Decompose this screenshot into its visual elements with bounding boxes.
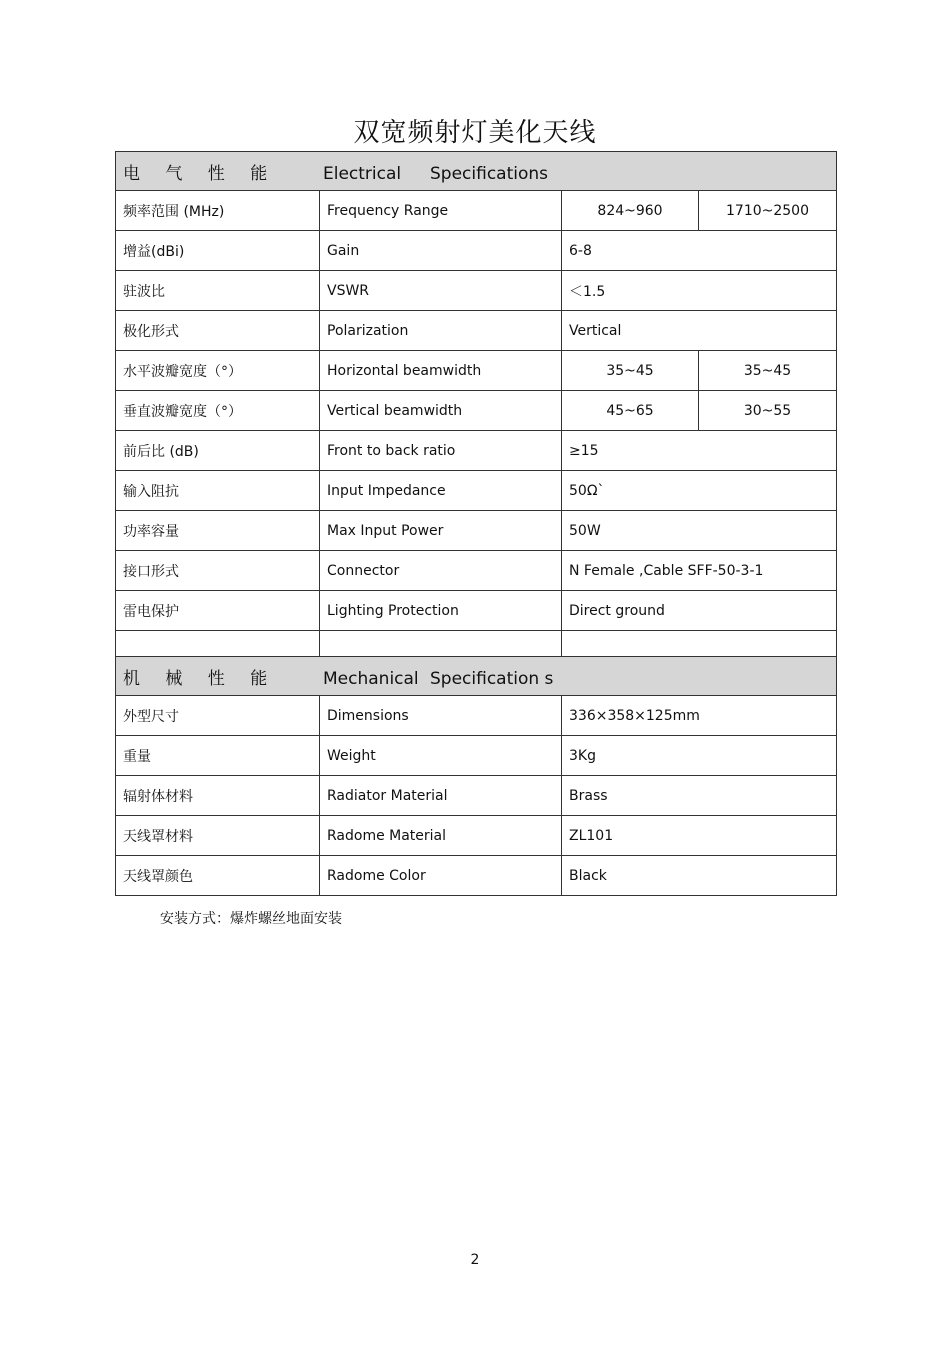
electrical-section-header (116, 152, 837, 191)
table-row-vertical-beamwidth (116, 391, 837, 431)
table-row-blank (116, 631, 837, 657)
param-cn: 驻波比 (116, 271, 320, 311)
param-cn: 功率容量 (116, 511, 320, 551)
param-en: Gain (320, 231, 562, 271)
param-value: Direct ground (562, 591, 837, 631)
param-en: Connector (320, 551, 562, 591)
section-title-cn: 电 气 性 能 (123, 163, 278, 184)
param-en: Polarization (320, 311, 562, 351)
installation-note: 安装方式：爆炸螺丝地面安装 (160, 911, 342, 927)
param-cn: 前后比 (dB) (116, 431, 320, 471)
param-cn: 极化形式 (116, 311, 320, 351)
param-value: 824~960 (562, 191, 699, 231)
section-title-en: Electrical (323, 163, 402, 184)
table-row-horizontal-beamwidth (116, 351, 837, 391)
table-row-polarization (116, 311, 837, 351)
param-value: 30~55 (699, 391, 837, 431)
table-row-connector (116, 551, 837, 591)
param-cn: 天线罩材料 (116, 816, 320, 856)
param-cn: 重量 (116, 736, 320, 776)
param-value: 6-8 (562, 231, 837, 271)
table-row-radome-color (116, 856, 837, 896)
param-en: Frequency Range (320, 191, 562, 231)
param-value: 50Ω` (562, 471, 837, 511)
param-value: ZL101 (562, 816, 837, 856)
table-row-power (116, 511, 837, 551)
table-row-front-to-back (116, 431, 837, 471)
table-row-weight (116, 736, 837, 776)
param-en: Max Input Power (320, 511, 562, 551)
param-value: Vertical (562, 311, 837, 351)
param-cn: 外型尺寸 (116, 696, 320, 736)
param-value: 1710~2500 (699, 191, 837, 231)
section-title-en: Mechanical (323, 668, 419, 689)
param-value: 35~45 (699, 351, 837, 391)
param-value: 45~65 (562, 391, 699, 431)
param-value: N Female ,Cable SFF-50-3-1 (562, 551, 837, 591)
param-en: Front to back ratio (320, 431, 562, 471)
param-en: Horizontal beamwidth (320, 351, 562, 391)
mechanical-section-header (116, 657, 837, 696)
param-en: Input Impedance (320, 471, 562, 511)
section-title-en: Specifications (430, 163, 549, 184)
table-row-radome-material (116, 816, 837, 856)
param-cn: 增益(dBi) (116, 231, 320, 271)
table-row-gain (116, 231, 837, 271)
param-value: 35~45 (562, 351, 699, 391)
page-number: 2 (470, 1252, 480, 1268)
param-value: 336×358×125mm (562, 696, 837, 736)
table-row-lightning (116, 591, 837, 631)
table-row-vswr (116, 271, 837, 311)
param-value: 3Kg (562, 736, 837, 776)
param-value: 50W (562, 511, 837, 551)
param-cn: 雷电保护 (116, 591, 320, 631)
param-value: ＜1.5 (562, 271, 837, 311)
table-row-frequency (116, 191, 837, 231)
param-en: Lighting Protection (320, 591, 562, 631)
param-en: Radiator Material (320, 776, 562, 816)
param-en: Radome Color (320, 856, 562, 896)
param-en: Weight (320, 736, 562, 776)
param-cn: 天线罩颜色 (116, 856, 320, 896)
param-cn: 辐射体材料 (116, 776, 320, 816)
param-cn: 水平波瓣宽度（°） (116, 351, 320, 391)
param-cn: 垂直波瓣宽度（°） (116, 391, 320, 431)
param-value: Brass (562, 776, 837, 816)
section-title-en: Specification s (430, 668, 554, 689)
param-en: Dimensions (320, 696, 562, 736)
param-cn: 频率范围 (MHz) (116, 191, 320, 231)
section-title-cn: 机 械 性 能 (123, 668, 278, 689)
param-cn: 输入阻抗 (116, 471, 320, 511)
param-value: ≥15 (562, 431, 837, 471)
param-cn: 接口形式 (116, 551, 320, 591)
param-value: Black (562, 856, 837, 896)
table-row-radiator-material (116, 776, 837, 816)
spec-table (115, 151, 837, 896)
table-row-dimensions (116, 696, 837, 736)
param-en: VSWR (320, 271, 562, 311)
document-title: 双宽频射灯美化天线 (353, 118, 597, 148)
table-row-impedance (116, 471, 837, 511)
param-en: Vertical beamwidth (320, 391, 562, 431)
param-en: Radome Material (320, 816, 562, 856)
